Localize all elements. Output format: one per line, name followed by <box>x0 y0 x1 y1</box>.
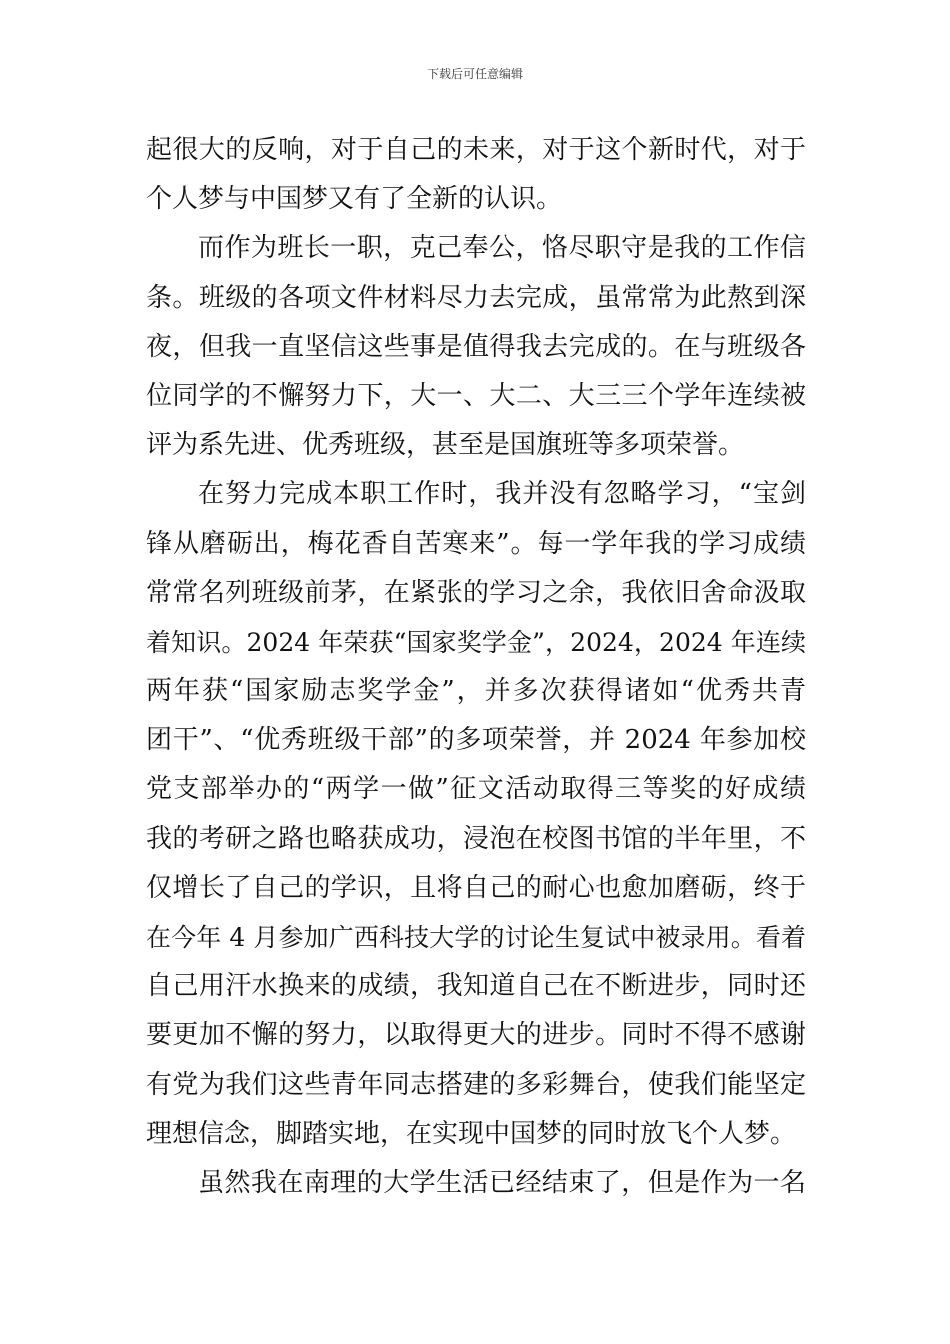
text-line: 条。班级的各项文件材料尽力去完成，虽常常为此熬到深 <box>146 282 806 313</box>
text-line: 位同学的不懈努力下，大一、大二、大三三个学年连续被 <box>146 380 806 411</box>
text-line: 在努力完成本职工作时，我并没有忽略学习，“宝剑 <box>198 479 806 510</box>
text-line: 常常名列班级前茅，在紧张的学习之余，我依旧舍命汲取 <box>146 577 806 608</box>
body-text <box>146 126 806 1208</box>
text-line: 着知识。2024 年荣获“国家奖学金”，2024，2024 年连续 <box>146 627 806 657</box>
text-line: 而作为班长一职，克己奉公，恪尽职守是我的工作信 <box>198 233 806 264</box>
text-line: 个人梦与中国梦又有了全新的认识。 <box>146 184 563 215</box>
text-line: 在今年 4 月参加广西科技大学的讨论生复试中被录用。看着 <box>146 923 806 952</box>
page-header: 下载后可任意编辑 <box>426 67 523 81</box>
text-line: 有党为我们这些青年同志搭建的多彩舞台，使我们能坚定 <box>146 1069 806 1100</box>
text-line: 虽然我在南理的大学生活已经结束了，但是作为一名 <box>198 1167 806 1198</box>
text-line: 党支部举办的“两学一做”征文活动取得三等奖的好成绩 <box>146 774 806 805</box>
text-line: 仅增长了自己的学识，且将自己的耐心也愈加磨砺，终于 <box>146 872 806 903</box>
text-line: 理想信念，脚踏实地，在实现中国梦的同时放飞个人梦。 <box>146 1118 797 1149</box>
text-line: 锋从磨砺出，梅花香自苦寒来”。每一学年我的学习成绩 <box>146 528 806 559</box>
text-line: 评为系先进、优秀班级，甚至是国旗班等多项荣誉。 <box>146 430 745 461</box>
text-line: 自己用汗水换来的成绩，我知道自己在不断进步，同时还 <box>146 971 806 1002</box>
text-line: 起很大的反响，对于自己的未来，对于这个新时代，对于 <box>146 135 806 165</box>
text-line: 团干”、“优秀班级干部”的多项荣誉，并 2024 年参加校 <box>146 725 806 756</box>
text-line: 两年获“国家励志奖学金”，并多次获得诸如“优秀共青 <box>146 676 806 707</box>
text-line: 我的考研之路也略获成功，浸泡在校图书馆的半年里，不 <box>146 823 806 854</box>
text-line: 夜，但我一直坚信这些事是值得我去完成的。在与班级各 <box>146 331 806 362</box>
text-line: 要更加不懈的努力，以取得更大的进步。同时不得不感谢 <box>146 1020 806 1051</box>
